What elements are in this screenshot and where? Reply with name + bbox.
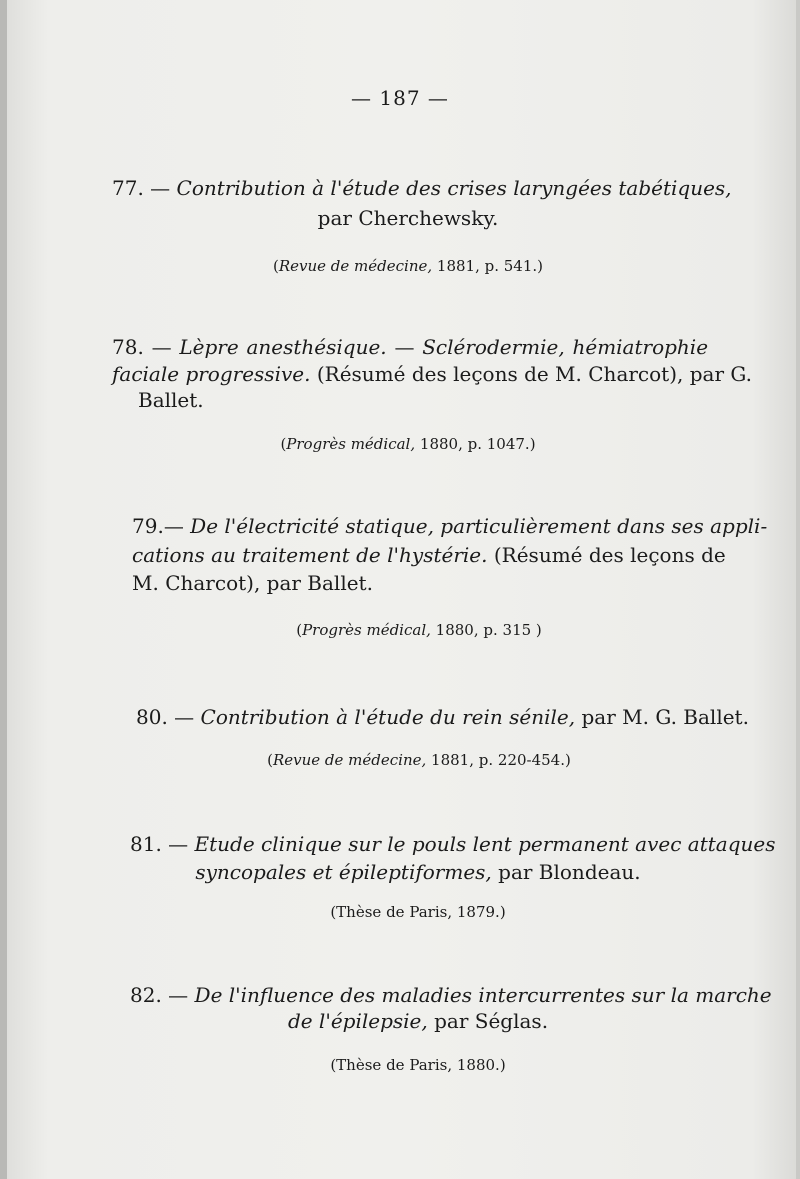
entry-81-line-2 [130, 860, 706, 884]
entry-81-number: 81. [130, 832, 162, 856]
entry-80-source-journal: Revue de médecine, [272, 751, 427, 769]
entry-78-dash-2: — [394, 335, 415, 359]
entry-82-title-line-2: de l'épilepsie, [287, 1009, 428, 1033]
entry-79-source [132, 620, 706, 640]
entry-82-dash: — [168, 983, 189, 1007]
entry-81-author: par Blondeau. [498, 860, 641, 884]
entry-78-number: 78. [112, 335, 144, 359]
entry-77-title: Contribution à l'étude des crises laryngées tabétiques, [176, 176, 732, 200]
page-edge-left [0, 0, 7, 1179]
entry-80-line-1 [136, 705, 749, 729]
entry-81-dash: — [168, 832, 189, 856]
page-number: — 187 — [351, 86, 449, 110]
entry-82-title-line-1: De l'influence des maladies intercurrentes sur la marche [194, 983, 772, 1007]
entry-81-title-line-1: Etude clinique sur le pouls lent permanent avec attaques [194, 832, 776, 856]
entry-79-author: M. Charcot), par Ballet. [132, 571, 373, 595]
entry-82-number: 82. [130, 983, 162, 1007]
entry-79-source-journal: Progrès médical, [302, 621, 431, 639]
entry-79-title-line-2: cations au traitement de l'hystérie. [132, 543, 488, 567]
entry-77-source-journal: Revue de médecine, [278, 257, 433, 275]
entry-79-source-rest: 1880, p. 315 ) [435, 621, 542, 639]
entry-80-source [132, 750, 706, 770]
entry-79-summary: (Résumé des leçons de [493, 543, 726, 567]
entry-80-source-rest: 1881, p. 220-454.) [431, 751, 571, 769]
page-edge-right [796, 0, 800, 1179]
entry-78-title-b: Sclérodermie, hémiatrophie [422, 335, 709, 359]
entry-79-title-line-1: De l'électricité statique, particulièrement dans ses appli- [190, 514, 768, 538]
entry-79-dash: — [163, 514, 184, 538]
entry-80-source-open: ( [267, 751, 273, 769]
entry-81-line-1 [130, 832, 776, 856]
entry-78-author: Ballet. [138, 388, 204, 412]
entry-81-source: (Thèse de Paris, 1879.) [330, 903, 506, 921]
entry-78-line-1 [112, 335, 708, 359]
entry-79-line-2 [132, 543, 726, 567]
entry-78-source-journal: Progrès médical, [286, 435, 416, 453]
entry-78-line-2 [112, 362, 752, 386]
entry-77-source-open: ( [272, 257, 279, 275]
entry-77-source [112, 256, 704, 276]
entry-78-title-c: faciale progressive. [112, 362, 311, 386]
entry-77-author: par Cherchewsky. [317, 206, 499, 230]
entry-80-author: par M. G. Ballet. [581, 705, 749, 729]
entry-77-source-rest: 1881, p. 541.) [436, 257, 544, 275]
entry-82-author: par Séglas. [434, 1009, 549, 1033]
entry-79-source-open: ( [296, 621, 303, 639]
entry-80-dash: — [174, 705, 195, 729]
entry-82-line-2 [130, 1009, 706, 1033]
entry-77-line-1 [112, 176, 732, 200]
entry-78-title-a: Lèpre anesthésique. [179, 335, 387, 359]
entry-82-source: (Thèse de Paris, 1880.) [330, 1056, 506, 1074]
entry-78-dash: — [151, 335, 172, 359]
entry-78-summary: (Résumé des leçons de M. Charcot), par G. [316, 362, 752, 386]
entry-81-title-line-2: syncopales et épileptiformes, [195, 860, 492, 884]
entry-82-line-1 [130, 983, 772, 1007]
entry-79-line-1 [132, 514, 768, 538]
entry-78-source-rest: 1880, p. 1047.) [419, 435, 536, 453]
entry-80-number: 80. [136, 705, 168, 729]
entry-80-title: Contribution à l'étude du rein sénile, [200, 705, 576, 729]
entry-77-number: 77. [112, 176, 144, 200]
entry-77-dash: — [150, 176, 171, 200]
entry-79-number: 79. [132, 514, 164, 538]
entry-78-source-open: ( [280, 435, 287, 453]
entry-78-source [112, 434, 704, 454]
